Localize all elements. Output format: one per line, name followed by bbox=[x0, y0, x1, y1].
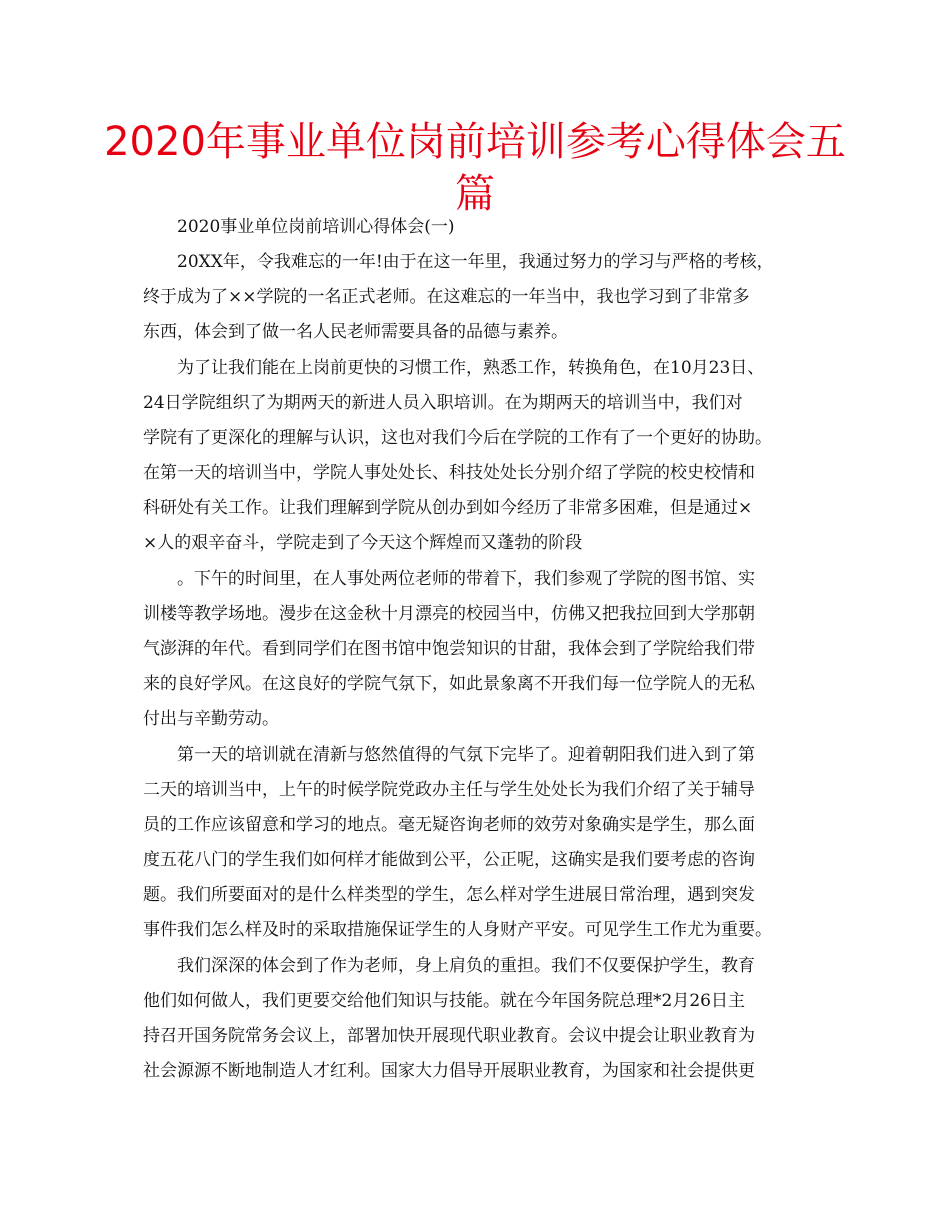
paragraph-line: 他们如何做人，我们更要交给他们知识与技能。就在今年国务院总理*2月26日主 bbox=[143, 991, 745, 1011]
paragraph-line: 第一天的培训就在清新与悠然值得的气氛下完毕了。迎着朝阳我们进入到了第 bbox=[177, 745, 755, 765]
document-body bbox=[143, 210, 828, 1090]
paragraph-line: 20XX年，令我难忘的一年!由于在这一年里，我通过努力的学习与严格的考核， bbox=[177, 252, 774, 272]
paragraph-4 bbox=[143, 738, 828, 948]
paragraph-line: 来的良好学风。在这良好的学院气氛下，如此景象离不开我们每一位学院人的无私 bbox=[143, 674, 755, 694]
paragraph-line: 训楼等教学场地。漫步在这金秋十月漂亮的校园当中，仿佛又把我拉回到大学那朝 bbox=[143, 604, 755, 624]
document-title: 2020年事业单位岗前培训参考心得体会五篇 bbox=[104, 119, 846, 217]
paragraph-line: 度五花八门的学生我们如何样才能做到公平，公正呢，这确实是我们要考虑的咨询 bbox=[143, 850, 755, 870]
paragraph-line: 在第一天的培训当中，学院人事处处长、科技处处长分别介绍了学院的校史校情和 bbox=[143, 463, 755, 483]
paragraph-line: 二天的培训当中，上午的时候学院党政办主任与学生处处长为我们介绍了关于辅导 bbox=[143, 780, 755, 800]
paragraph-line: 24日学院组织了为期两天的新进人员入职培训。在为期两天的培训当中，我们对 bbox=[143, 393, 743, 413]
paragraph-3 bbox=[143, 562, 828, 737]
paragraph-line: 气澎湃的年代。看到同学们在图书馆中饱尝知识的甘甜，我体会到了学院给我们带 bbox=[143, 639, 755, 659]
paragraph-2 bbox=[143, 351, 828, 561]
paragraph-line: 我们深深的体会到了作为老师，身上肩负的重担。我们不仅要保护学生，教育 bbox=[177, 956, 755, 976]
paragraph-line: 付出与辛勤劳动。 bbox=[143, 709, 279, 729]
paragraph-line: 事件我们怎么样及时的采取措施保证学生的人身财产平安。可见学生工作尤为重要。 bbox=[143, 920, 772, 940]
paragraph-line: 科研处有关工作。让我们理解到学院从创办到如今经历了非常多困难，但是通过× bbox=[143, 498, 753, 518]
paragraph-line: 东西，体会到了做一名人民老师需要具备的品德与素养。 bbox=[143, 322, 568, 342]
paragraph-line: 为了让我们能在上岗前更快的习惯工作，熟悉工作，转换角色，在10月23日、 bbox=[177, 358, 765, 378]
paragraph-line: 持召开国务院常务会议上，部署加快开展现代职业教育。会议中提会让职业教育为 bbox=[143, 1026, 755, 1046]
paragraph-line: 终于成为了××学院的一名正式老师。在这难忘的一年当中，我也学习到了非常多 bbox=[143, 287, 750, 307]
paragraph-line: 题。我们所要面对的是什么样类型的学生，怎么样对学生进展日常治理，遇到突发 bbox=[143, 885, 755, 905]
paragraph-1 bbox=[143, 245, 828, 350]
paragraph-line: 学院有了更深化的理解与认识，这也对我们今后在学院的工作有了一个更好的协助。 bbox=[143, 428, 772, 448]
paragraph-line: 社会源源不断地制造人才红利。国家大力倡导开展职业教育，为国家和社会提供更 bbox=[143, 1061, 755, 1081]
paragraph-5 bbox=[143, 949, 828, 1089]
section-heading: 2020事业单位岗前培训心得体会(一) bbox=[177, 217, 455, 237]
paragraph-line: ×人的艰辛奋斗，学院走到了今天这个辉煌而又蓬勃的阶段 bbox=[143, 533, 583, 553]
paragraph-line: 员的工作应该留意和学习的地点。毫无疑咨询老师的效劳对象确实是学生，那么面 bbox=[143, 815, 755, 835]
paragraph-line: 。下午的时间里，在人事处两位老师的带着下，我们参观了学院的图书馆、实 bbox=[177, 569, 755, 589]
